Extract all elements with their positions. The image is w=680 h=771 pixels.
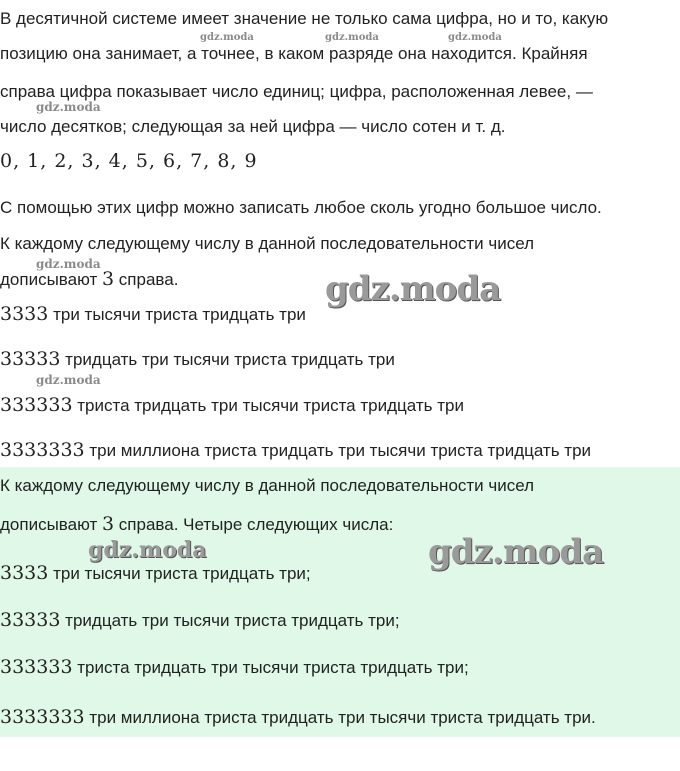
answer-block — [0, 467, 680, 737]
number-words: тридцать три тысячи триста тридцать три; — [60, 611, 400, 630]
answer-number-row — [0, 707, 596, 728]
intro-line-4: число десятков; следующая за ней цифра — число сотен и т. д. — [0, 117, 506, 136]
number-words: триста тридцать три тысячи триста тридцать три — [72, 396, 464, 415]
intro-line-3: справа цифра показывает число единиц; цифра, расположенная левее, — — [0, 82, 593, 101]
answer-line-2 — [0, 514, 393, 535]
answer-text: дописывают — [0, 515, 102, 534]
rule-line-2 — [0, 269, 178, 290]
watermark: gdz.moda — [36, 373, 101, 387]
intro-line-2: позицию она занимает, а точнее, в каком разряде она находится. Крайняя — [0, 44, 588, 63]
number-words: триста тридцать три тысячи триста тридцать три; — [72, 658, 469, 677]
watermark: gdz.moda — [428, 532, 604, 572]
watermark: gdz.moda — [325, 269, 501, 309]
rule-text: дописывают — [0, 270, 102, 289]
watermark: gdz.moda — [36, 100, 101, 114]
watermark: gdz.moda — [448, 32, 502, 43]
number-words: три миллиона триста тридцать три тысячи триста тридцать три. — [84, 708, 596, 727]
statement-text: С помощью этих цифр можно записать любое сколь угодно большое число. — [0, 198, 602, 217]
number-words: три тысячи триста тридцать три; — [48, 564, 311, 583]
answer-tail: справа. Четыре следующих числа: — [114, 515, 394, 534]
number-value: 3333 — [0, 562, 49, 584]
number-words: тридцать три тысячи триста тридцать три — [60, 350, 395, 369]
rule-tail: справа. — [114, 270, 179, 289]
number-value: 33333 — [0, 348, 61, 370]
digits-list: 0, 1, 2, 3, 4, 5, 6, 7, 8, 9 — [0, 150, 258, 172]
watermark: gdz.moda — [325, 32, 379, 43]
answer-number-row — [0, 657, 469, 678]
number-row — [0, 395, 464, 416]
intro-line-1: В десятичной системе имеет значение не только сама цифра, но и то, какую — [0, 9, 609, 28]
watermark: gdz.moda — [36, 257, 101, 271]
number-row — [0, 440, 591, 461]
number-words: три миллиона триста тридцать три тысячи триста тридцать три — [84, 441, 592, 460]
rule-line-1: К каждому следующему числу в данной последовательности чисел — [0, 234, 535, 253]
number-value: 3333333 — [0, 439, 85, 461]
number-value: 333333 — [0, 394, 73, 416]
answer-number-row — [0, 610, 400, 631]
number-row — [0, 349, 395, 370]
answer-line-1: К каждому следующему числу в данной последовательности чисел — [0, 476, 535, 495]
answer-digit: 3 — [101, 513, 115, 535]
answer-number-row — [0, 563, 311, 584]
number-row — [0, 304, 306, 325]
number-words: три тысячи триста тридцать три — [48, 305, 306, 324]
watermark: gdz.moda — [200, 32, 254, 43]
rule-digit: 3 — [101, 268, 115, 290]
watermark: gdz.moda — [88, 537, 207, 563]
number-value: 33333 — [0, 609, 61, 631]
number-value: 3333333 — [0, 706, 85, 728]
number-value: 3333 — [0, 303, 49, 325]
number-value: 333333 — [0, 656, 73, 678]
